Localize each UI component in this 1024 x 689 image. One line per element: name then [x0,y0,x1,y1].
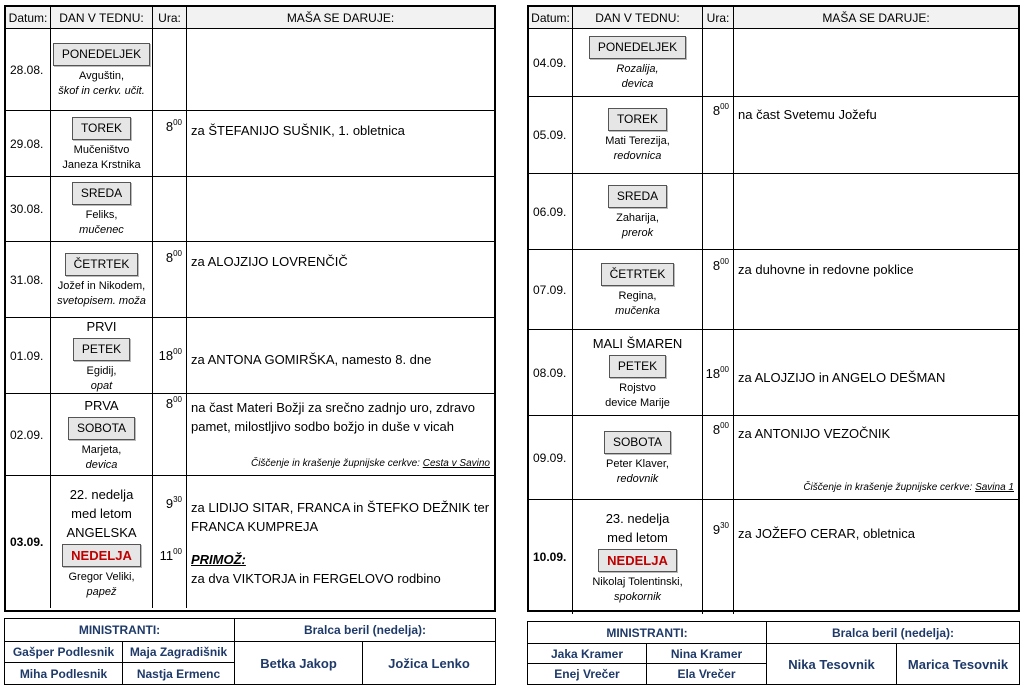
saint-title: prerok [621,226,654,239]
time-cell [153,111,187,177]
header-time: Ura: [703,7,734,29]
day-badge: ČETRTEK [601,263,675,286]
mass-time: $8^{00}$ [165,118,182,134]
day-badge: SOBOTA [68,417,135,440]
mass-line: za ALOJZIJO in ANGELO DEŠMAN [738,370,946,385]
day-cell [51,29,153,111]
saint-title: papež [86,585,117,598]
date-cell: 08.09. [529,330,573,416]
header-day: DAN V TEDNU: [51,7,153,29]
saint-title: redovnica [613,150,662,162]
time-cell [703,29,734,97]
saint-title: devica [85,459,118,471]
header-date: Datum: [529,7,573,29]
day-badge: TOREK [72,117,131,140]
mass-intention [738,260,1014,279]
date-cell: 04.09. [529,29,573,97]
saint-name: Avguštin, [78,69,125,82]
time-cell [703,250,734,330]
mass-line: na čast Materi Božji za srečno zadnjo uro, zdravo [191,400,475,415]
time-cell [153,394,187,476]
mass-intention-cell [734,97,1018,174]
day-badge: ČETRTEK [65,253,139,276]
mass-intention-cell [187,242,494,318]
mass-line: pamet, milostljivo sodbo božjo in duše v vicah [191,419,455,434]
mass-intention-cell [187,29,494,111]
day-pre-label: med letom [71,505,132,521]
saint-title: redovnik [616,472,659,485]
date-cell: 01.09. [6,318,51,394]
mass-intention [191,350,490,369]
bralca-title: Bralca beril (nedelja): [235,619,495,642]
mass-line: za ANTONIJO VEZOČNIK [738,426,891,441]
date-cell: 28.08. [6,29,51,111]
mass-line: na čast Svetemu Jožefu [738,107,877,122]
time-cell [153,476,187,608]
mass-time: $8^{00}$ [165,395,182,411]
reader-name: Nika Tesovnik [767,644,897,684]
ministrant-name: Enej Vrečer [528,664,647,684]
saint-name: Egidij, [86,365,117,377]
saint-name: Regina, [618,289,657,302]
ministranti-title: MINISTRANTI: [528,622,767,644]
day-cell [573,174,703,250]
mass-intention-cell [187,111,494,177]
day-pre-label: med letom [607,530,668,545]
day-pre-label: PRVI [86,319,117,334]
day-cell [573,29,703,97]
mass-intention-cell [734,330,1018,416]
time-cell [153,29,187,111]
day-pre-label: 23. nedelja [605,511,670,526]
saint-name: Mučeništvo [73,143,130,156]
mass-intention [738,105,1014,124]
day-badge: SREDA [608,185,667,208]
saint-name: device Marije [605,397,670,409]
time-cell [153,318,187,394]
mass-time: $9^{30}$ [165,495,182,511]
time-cell [153,177,187,242]
reader-name: Jožica Lenko [388,655,470,671]
reader-name: Marica Tesovnik [907,656,1009,672]
saint-name: Zaharija, [616,211,659,224]
cleaning-note-location: Savina 1 [975,482,1014,493]
day-badge: SREDA [72,182,131,205]
saint-name: Mati Terezija, [605,135,670,147]
mass-time: $18^{00}$ [705,365,729,381]
mass-intention [191,398,490,436]
mass-location-label: PRIMOŽ: [191,552,246,567]
mass-time: $11^{00}$ [159,547,182,563]
mass-line: FRANCA KUMPREJA [191,519,319,534]
time-cell [153,242,187,318]
date-cell: 06.09. [529,174,573,250]
day-cell [573,416,703,500]
day-badge: PETEK [609,355,666,378]
mass-intention [191,498,490,536]
date-cell: 10.09. [529,500,573,614]
mass-intention [191,121,490,140]
day-cell [51,394,153,476]
mass-time: $8^{00}$ [712,421,729,437]
ministrant-name: Nastja Ermenc [123,663,235,684]
day-cell [573,330,703,416]
mass-intention-cell [734,416,1018,500]
mass-time: $8^{00}$ [712,257,729,273]
date-cell: 31.08. [6,242,51,318]
mass-time: $8^{00}$ [712,102,729,118]
day-badge: SOBOTA [604,431,671,454]
day-badge: TOREK [608,108,667,131]
mass-line: za ŠTEFANIJO SUŠNIK, 1. obletnica [191,123,405,138]
mass-time: $18^{00}$ [158,347,182,363]
cleaning-note: Čiščenje in krašenje župnijske cerkve: Savina 1 [803,482,1014,493]
saint-title: mučenka [615,304,660,317]
saint-title: škof in cerkv. učit. [58,84,145,97]
ministrant-name: Maja Zagradišnik [123,642,235,663]
saint-title: devica [621,77,654,90]
day-pre-label: ANGELSKA [66,524,137,540]
date-cell: 03.09. [6,476,51,608]
time-cell [703,416,734,500]
time-cell [703,174,734,250]
day-badge: PETEK [73,338,130,361]
mass-intention-cell [187,394,494,476]
date-cell: 29.08. [6,111,51,177]
header-mass: MAŠA SE DARUJE: [187,7,494,29]
day-cell [51,177,153,242]
day-cell [573,500,703,614]
ministrant-name: Miha Podlesnik [5,663,123,684]
saint-title: spokornik [613,591,662,603]
mass-intention-second [191,550,490,588]
date-cell: 02.09. [6,394,51,476]
mass-intention-cell [187,318,494,394]
header-date: Datum: [6,7,51,29]
day-pre-label: MALI ŠMAREN [592,336,683,351]
saint-title: mučenec [79,224,124,236]
mass-intention [738,368,1014,387]
mass-intention [738,424,1014,443]
day-pre-label: PRVA [84,398,119,413]
mass-intention [738,524,1014,543]
date-cell: 30.08. [6,177,51,242]
header-time: Ura: [153,7,187,29]
left-week-schedule [4,5,496,612]
date-cell: 09.09. [529,416,573,500]
mass-intention-cell [187,177,494,242]
day-badge: PONEDELJEK [53,43,150,66]
saint-title: Rozalija, [616,62,659,75]
mass-line: za ANTONA GOMIRŠKA, namesto 8. dne [191,352,432,367]
ministrant-name: Gašper Podlesnik [5,642,123,663]
date-cell: 05.09. [529,97,573,174]
saint-name: Marjeta, [81,444,122,456]
cleaning-note-location: Cesta v Savino [422,458,490,469]
day-badge: NEDELJA [62,544,141,567]
saint-name: Rojstvo [619,382,656,394]
bralca-title: Bralca beril (nedelja): [767,622,1019,644]
mass-line: za JOŽEFO CERAR, obletnica [738,526,915,541]
mass-intention [191,252,490,271]
left-ministranti-table [4,618,496,685]
header-day: DAN V TEDNU: [573,7,703,29]
mass-line: za duhovne in redovne poklice [738,262,914,277]
day-cell [51,242,153,318]
saint-name: Jožef in Nikodem, [57,279,146,292]
day-cell [51,476,153,608]
day-cell [51,111,153,177]
ministrant-name: Jaka Kramer [528,644,647,664]
time-cell [703,97,734,174]
mass-intention-cell [734,500,1018,614]
day-badge: PONEDELJEK [589,36,686,59]
ministrant-name: Nina Kramer [647,644,767,664]
right-ministranti-table [527,621,1020,685]
saint-name: Peter Klaver, [606,457,669,470]
mass-time: $9^{30}$ [712,521,729,537]
day-badge: NEDELJA [598,549,677,572]
saint-name: Janeza Krstnika [62,158,141,171]
day-cell [573,97,703,174]
right-week-schedule [527,5,1020,612]
header-mass: MAŠA SE DARUJE: [734,7,1018,29]
mass-time: $8^{00}$ [165,249,182,265]
mass-intention-cell [734,29,1018,97]
mass-intention-cell [187,476,494,608]
day-cell [51,318,153,394]
mass-line: za dva VIKTORJA in FERGELOVO rodbino [191,571,441,586]
mass-intention-cell [734,174,1018,250]
reader-name: Betka Jakop [235,642,363,684]
cleaning-note: Čiščenje in krašenje župnijske cerkve: Cesta v Savino [250,458,490,469]
saint-name: Feliks, [85,209,118,221]
saint-title: opat [90,380,113,392]
time-cell [703,500,734,614]
day-cell [573,250,703,330]
day-pre-label: 22. nedelja [69,486,134,502]
mass-line: za LIDIJO SITAR, FRANCA in ŠTEFKO DEŽNIK ter [191,500,490,515]
mass-intention-cell [734,250,1018,330]
time-cell [703,330,734,416]
saint-name: Nikolaj Tolentinski, [592,576,683,588]
ministranti-title: MINISTRANTI: [5,619,235,642]
ministrant-name: Ela Vrečer [647,664,767,684]
date-cell: 07.09. [529,250,573,330]
saint-title: svetopisem. moža [57,294,146,307]
saint-name: Gregor Veliki, [68,570,135,583]
mass-line: za ALOJZIJO LOVRENČIČ [191,254,348,269]
